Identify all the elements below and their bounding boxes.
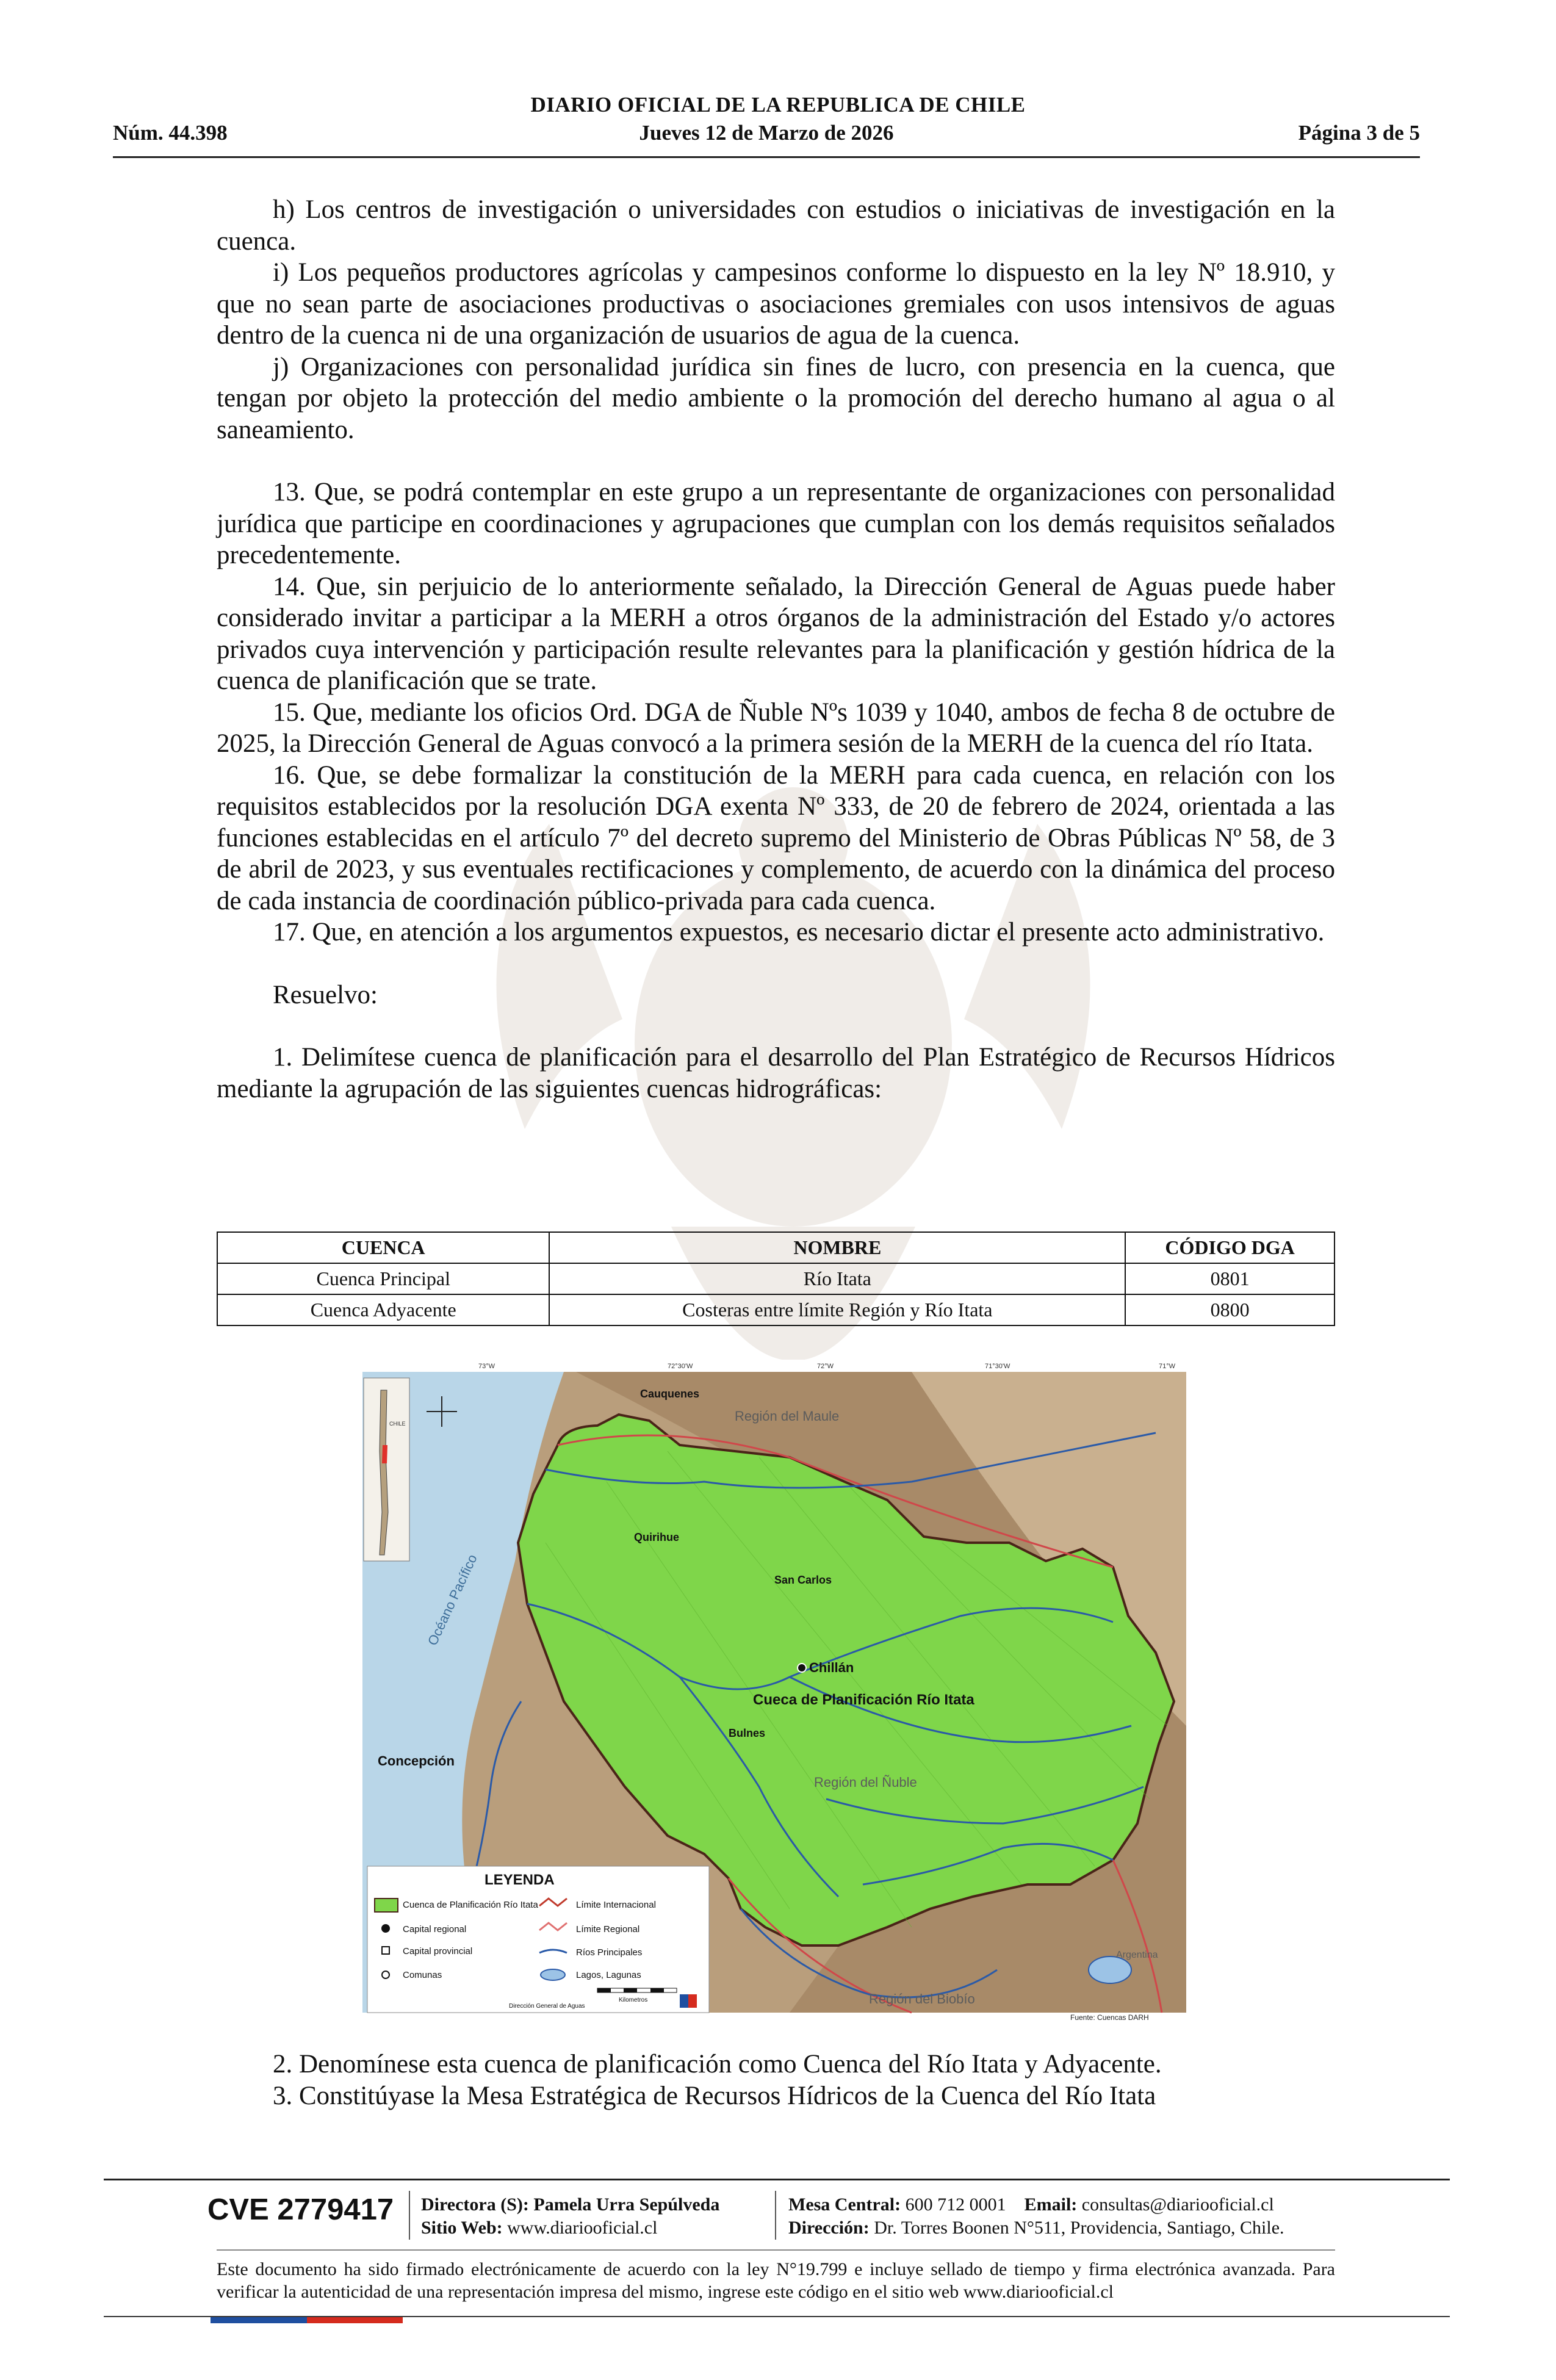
lon-label: 73°W — [478, 1363, 495, 1370]
region-label: Argentina — [1116, 1950, 1158, 1960]
itata-basin-map — [362, 1360, 1205, 2025]
director-name: Pamela Urra Sepúlveda — [533, 2194, 720, 2215]
regional-capital-marker — [798, 1664, 806, 1672]
regional-capital-label: Chillán — [809, 1660, 854, 1675]
flag-blue-stripe — [211, 2317, 307, 2323]
resolution-2: 2. Denomínese esta cuenca de planificación como Cuenca del Río Itata y Adyacente. — [273, 2050, 1162, 2079]
lon-label: 72°W — [817, 1363, 834, 1370]
resolution-3: 3. Constitúyase la Mesa Estratégica de Recursos Hídricos de la Cuenca del Río Itata — [273, 2081, 1156, 2110]
region-label: Región del Biobío — [869, 1991, 975, 2007]
scale-unit: Kilometros — [619, 1997, 648, 2003]
paragraph-14: 14. Que, sin perjuicio de lo anteriormente señalado, la Dirección General de Aguas puede haber considerado invitar a participar a la MERH a otros órganos de la administración del Estado y/o actores privados cuya intervención y participación resulte relevantes para la planificación y gestión hídrica de la cuenca de planificación que se trate. — [217, 572, 1335, 695]
legal-notice: Este documento ha sido firmado electrónicamente de acuerdo con la ley N°19.799 e incluye sellado de tiempo y firma electrónica avanzada. Para verificar la autenticidad de una representación impresa del mismo, ingrese este código en el sitio web www.diariooficial.cl — [217, 2259, 1335, 2302]
lake-shape — [1089, 1956, 1131, 1983]
footer-contact-right — [788, 2193, 1284, 2240]
paragraph-16: 16. Que, se debe formalizar la constitución de la MERH para cada cuenca, en relación con los requisitos establecidos por la resolución DGA exenta Nº 333, de 20 de febrero de 2024, orientada a las funciones establecidas en el artículo 7º del decreto supremo del Ministerio de Obras Públicas Nº 58, de 3 de abril de 2023, y sus eventuales rectificaciones y complemento, de acuerdo con la dinámica del proceso de cada instancia de coordinación público-privada para cada cuenca. — [217, 760, 1335, 915]
address-text: Dr. Torres Boonen N°511, Providencia, Santiago, Chile. — [874, 2218, 1284, 2238]
footer-separator — [775, 2191, 776, 2240]
inset-label: CHILE — [389, 1421, 406, 1427]
basin-label: Cueca de Planificación Río Itata — [753, 1692, 974, 1708]
issue-number: Núm. 44.398 — [113, 121, 228, 145]
table-row — [217, 1263, 1334, 1294]
cuencas-table — [217, 1231, 1335, 1326]
column-header: CÓDIGO DGA — [1125, 1232, 1334, 1263]
paragraph-17: 17. Que, en atención a los argumentos expuestos, es necesario dictar el presente acto administrativo. — [273, 918, 1325, 947]
table-row — [217, 1294, 1334, 1325]
paragraph-i: i) Los pequeños productores agrícolas y campesinos conforme lo dispuesto en la ley Nº 18.910, y que no sean parte de asociaciones productivas o asociaciones gremiales con usos intensivos de aguas dentro de la cuenca ni de una organización de usuarios de agua de la cuenca. — [217, 258, 1335, 350]
closing-text — [217, 2049, 1335, 2111]
email-link[interactable]: consultas@diariooficial.cl — [1081, 2194, 1274, 2215]
email-label: Email: — [1024, 2194, 1078, 2215]
legend-item: Capital provincial — [403, 1946, 473, 1956]
legend-item: Capital regional — [403, 1924, 467, 1935]
table-cell: 0801 — [1125, 1263, 1334, 1294]
lon-label: 72°30'W — [668, 1363, 693, 1370]
legend-title: LEYENDA — [484, 1872, 555, 1888]
paragraph-13: 13. Que, se podrá contemplar en este grupo a un representante de organizaciones con personalidad jurídica que participe en coordinaciones y agrupaciones que cumplan con los demás requisitos señalados precedentemente. — [217, 478, 1335, 569]
newspaper-title: DIARIO OFICIAL DE LA REPUBLICA DE CHILE — [530, 93, 1026, 117]
legend-item: Ríos Principales — [576, 1947, 643, 1958]
table-cell: Cuenca Adyacente — [217, 1294, 549, 1325]
header-divider — [113, 156, 1420, 158]
table-cell: 0800 — [1125, 1294, 1334, 1325]
website-link[interactable]: www.diariooficial.cl — [507, 2218, 658, 2238]
map-source: Fuente: Cuencas DARH — [1070, 2013, 1149, 2022]
phone-label: Mesa Central: — [788, 2194, 901, 2215]
basin-swatch-icon — [375, 1899, 398, 1912]
document-body — [217, 194, 1335, 1105]
legend-credit: Dirección General de Aguas — [509, 2003, 585, 2010]
provincial-capital: Cauquenes — [640, 1388, 700, 1400]
footer-separator — [409, 2191, 410, 2240]
address-label: Dirección: — [788, 2218, 870, 2238]
header-row — [113, 121, 1420, 150]
column-header: NOMBRE — [549, 1232, 1125, 1263]
legend-item: Lagos, Lagunas — [576, 1970, 641, 1980]
flag-color-bar — [211, 2317, 403, 2323]
table-cell: Cuenca Principal — [217, 1263, 549, 1294]
region-label: Región del Ñuble — [814, 1775, 917, 1790]
dga-logo-icon — [680, 1994, 697, 2008]
legend-item: Límite Internacional — [576, 1900, 656, 1910]
issue-date: Jueves 12 de Marzo de 2026 — [639, 121, 894, 145]
column-header: CUENCA — [217, 1232, 549, 1263]
scale-bar — [597, 1988, 677, 1992]
provincial-capital: San Carlos — [774, 1574, 832, 1586]
lon-label: 71°W — [1159, 1363, 1176, 1370]
map-legend — [367, 1866, 709, 2013]
region-label: Región del Maule — [735, 1408, 840, 1424]
paragraph-15: 15. Que, mediante los oficios Ord. DGA de Ñuble Nºs 1039 y 1040, ambos de fecha 8 de octubre de 2025, la Dirección General de Aguas convocó a la primera sesión de la MERH de la cuenca del río Itata. — [217, 698, 1335, 758]
cve-code: CVE 2779417 — [207, 2193, 394, 2226]
legend-item: Límite Regional — [576, 1924, 640, 1935]
ocean-label: Océano Pacífico — [424, 1552, 480, 1648]
paragraph-j: j) Organizaciones con personalidad jurídica sin fines de lucro, con presencia en la cuenca, que tengan por objeto la protección del medio ambiente o la promoción del derecho humano al agua o al saneamiento. — [217, 352, 1335, 444]
legend-item: Cuenca de Planificación Río Itata — [403, 1900, 538, 1910]
footer-divider — [104, 2179, 1450, 2180]
footer-inner-divider — [217, 2249, 1335, 2251]
table-cell: Costeras entre límite Región y Río Itata — [549, 1294, 1125, 1325]
provincial-capital: Quirihue — [634, 1531, 680, 1543]
footer-contact-left — [421, 2193, 719, 2240]
phone-number: 600 712 0001 — [905, 2194, 1006, 2215]
provincial-capital: Concepción — [378, 1753, 455, 1769]
table-cell: Río Itata — [549, 1263, 1125, 1294]
flag-red-stripe — [307, 2317, 403, 2323]
paragraph-h: h) Los centros de investigación o universidades con estudios o iniciativas de investigación en la cuenca. — [217, 195, 1335, 256]
web-label: Sitio Web: — [421, 2218, 503, 2238]
resuelvo-heading: Resuelvo: — [273, 980, 378, 1009]
resolution-1: 1. Delimítese cuenca de planificación para el desarrollo del Plan Estratégico de Recursos Hídricos mediante la agrupación de las siguientes cuencas hidrográficas: — [217, 1043, 1335, 1103]
legend-item: Comunas — [403, 1970, 442, 1980]
lon-label: 71°30'W — [985, 1363, 1010, 1370]
table-header-row — [217, 1232, 1334, 1263]
lake-icon — [541, 1969, 565, 1980]
director-label: Directora (S): — [421, 2194, 529, 2215]
page-indicator: Página 3 de 5 — [1298, 121, 1420, 145]
provincial-capital: Bulnes — [729, 1727, 766, 1739]
regional-capital-icon — [381, 1924, 390, 1933]
